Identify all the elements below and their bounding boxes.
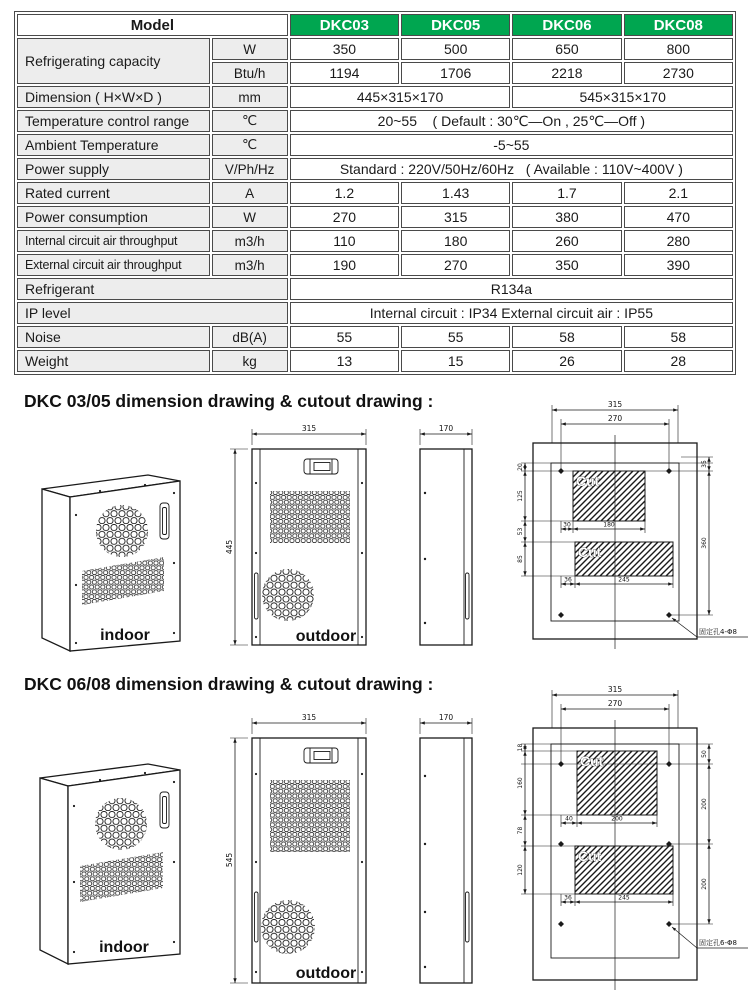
cell-value: 1706	[401, 62, 510, 84]
unit-w: W	[212, 206, 288, 228]
cell-value: 1.7	[512, 182, 621, 204]
front-view-drawing	[222, 712, 400, 994]
section-heading-dkc0305: DKC 03/05 dimension drawing & cutout drawing :	[24, 391, 434, 411]
cell-value: 1194	[290, 62, 399, 84]
table-row	[17, 158, 733, 180]
table-row	[17, 206, 733, 228]
outdoor-label: outdoor	[295, 628, 357, 645]
unit-dba: dB(A)	[212, 326, 288, 348]
cell-value: 800	[624, 38, 733, 60]
front-height-dim: 445	[225, 539, 234, 555]
cabinet-front	[252, 738, 366, 983]
row-label-internal-air-throughput: Internal circuit air throughput	[17, 230, 210, 252]
dimension-lines	[420, 713, 472, 734]
cutout-drawing	[505, 395, 750, 657]
row-label-rated-current: Rated current	[17, 182, 210, 204]
right-dim: 360	[701, 537, 708, 549]
table-header-row	[17, 14, 733, 36]
handle	[160, 792, 169, 828]
row-label-noise: Noise	[17, 326, 210, 348]
cut-offset-dim: 30	[563, 521, 571, 529]
cell-value: 350	[512, 254, 621, 276]
cell-value: Internal circuit : IP34 External circuit air : IP55	[290, 302, 733, 324]
cut-label: Cut	[576, 473, 600, 489]
right-dim: 50	[701, 750, 708, 758]
cell-value: 58	[624, 326, 733, 348]
cell-value: 2.1	[624, 182, 733, 204]
fan-vent	[96, 505, 148, 557]
row-label-refrigerating-capacity: Refrigerating capacity	[17, 38, 210, 84]
fan-vent	[95, 798, 147, 850]
cell-value: 260	[512, 230, 621, 252]
cell-value: 445×315×170	[290, 86, 511, 108]
unit-btuh: Btu/h	[212, 62, 288, 84]
unit-mm: mm	[212, 86, 288, 108]
row-label-power-supply: Power supply	[17, 158, 210, 180]
unit-celsius: ℃	[212, 134, 288, 156]
cell-value: R134a	[290, 278, 733, 300]
control-panel	[304, 748, 338, 763]
iso-view-drawing	[28, 742, 196, 970]
row-label-power-consumption: Power consumption	[17, 206, 210, 228]
table-row	[17, 302, 733, 324]
table-row	[17, 230, 733, 252]
table-row	[17, 134, 733, 156]
cut-label: Cut	[578, 848, 602, 864]
model-dkc06: DKC06	[512, 14, 621, 36]
fan-vent	[261, 900, 315, 954]
cell-value: 2218	[512, 62, 621, 84]
cut-width-dim: 245	[618, 576, 630, 584]
unit-vphhz: V/Ph/Hz	[212, 158, 288, 180]
unit-a: A	[212, 182, 288, 204]
model-header-cell: Model	[17, 14, 288, 36]
model-dkc05: DKC05	[401, 14, 510, 36]
unit-m3h: m3/h	[212, 254, 288, 276]
cell-value: 470	[624, 206, 733, 228]
cell-value: 380	[512, 206, 621, 228]
cut-width-dim: 200	[611, 815, 623, 823]
indoor-label: indoor	[99, 939, 149, 956]
cell-value: 280	[624, 230, 733, 252]
table-row	[17, 86, 733, 108]
cell-value: 1.2	[290, 182, 399, 204]
cut-label: Cut	[580, 753, 604, 769]
cut-width-dim: 180	[603, 521, 615, 529]
unit-w: W	[212, 38, 288, 60]
holes-note: 固定孔4-Φ8	[699, 628, 737, 636]
right-dim: 35	[701, 460, 708, 468]
left-dim: 160	[517, 777, 524, 789]
control-panel	[304, 459, 338, 474]
cell-value: 350	[290, 38, 399, 60]
outdoor-label: outdoor	[295, 965, 357, 982]
table-row	[17, 278, 733, 300]
table-row	[17, 350, 733, 372]
spec-table	[14, 11, 736, 375]
cell-value: 55	[290, 326, 399, 348]
left-dim: 120	[517, 864, 524, 876]
dimension-lines	[420, 424, 472, 445]
cut-label: Cut	[578, 544, 602, 560]
row-label-dimension: Dimension ( H×W×D )	[17, 86, 210, 108]
left-dim: 78	[517, 826, 524, 835]
row-label-refrigerant: Refrigerant	[17, 278, 288, 300]
cell-value: 270	[401, 254, 510, 276]
front-view-drawing	[222, 423, 400, 655]
table-row	[17, 38, 733, 60]
row-label-weight: Weight	[17, 350, 210, 372]
indoor-label: indoor	[100, 627, 150, 644]
cut-width-dim: 245	[618, 894, 630, 902]
cell-value: 1.43	[401, 182, 510, 204]
cell-value: 190	[290, 254, 399, 276]
row-label-ambient-temperature: Ambient Temperature	[17, 134, 210, 156]
cabinet-side	[420, 738, 472, 983]
fan-vent	[262, 569, 314, 621]
cell-value: 2730	[624, 62, 733, 84]
unit-celsius: ℃	[212, 110, 288, 132]
cut-offset-dim: 36	[564, 894, 572, 902]
unit-m3h: m3/h	[212, 230, 288, 252]
front-width-dim: 315	[301, 424, 317, 433]
row-label-temp-control-range: Temperature control range	[17, 110, 210, 132]
right-dim: 200	[701, 798, 708, 810]
table-row	[17, 110, 733, 132]
cell-value: 58	[512, 326, 621, 348]
row-label-ip-level: IP level	[17, 302, 288, 324]
table-row	[17, 326, 733, 348]
unit-kg: kg	[212, 350, 288, 372]
drawing-row-dkc0608	[0, 685, 750, 1001]
front-height-dim: 545	[225, 852, 234, 868]
cutout-hole-span-dim: 270	[607, 699, 623, 708]
table-row	[17, 182, 733, 204]
grille-vent	[270, 491, 350, 543]
cell-value: 315	[401, 206, 510, 228]
cell-value: 545×315×170	[512, 86, 733, 108]
left-dim: 18	[517, 743, 524, 752]
cell-value: 13	[290, 350, 399, 372]
holes-note: 固定孔6-Φ8	[699, 939, 737, 947]
cell-value: 28	[624, 350, 733, 372]
cell-value: 270	[290, 206, 399, 228]
iso-view-drawing	[30, 455, 195, 655]
cell-value: 20~55 ( Default : 30℃—On , 25℃—Off )	[290, 110, 733, 132]
left-dim: 53	[517, 527, 524, 536]
cell-value: 650	[512, 38, 621, 60]
cutout-hole-span-dim: 270	[607, 414, 623, 423]
side-view-drawing	[398, 423, 490, 655]
row-label-external-air-throughput: External circuit air throughput	[17, 254, 210, 276]
left-dim: 125	[517, 490, 524, 502]
cabinet-front	[252, 449, 366, 645]
model-dkc08: DKC08	[624, 14, 733, 36]
side-view-drawing	[398, 712, 490, 994]
grille-vent	[270, 780, 350, 852]
cell-value: 110	[290, 230, 399, 252]
cell-value: 55	[401, 326, 510, 348]
cabinet-side	[420, 449, 472, 645]
side-depth-dim: 170	[438, 424, 454, 433]
cell-value: 390	[624, 254, 733, 276]
cutout-drawing	[505, 680, 750, 998]
cut-offset-dim: 40	[565, 815, 573, 823]
left-dim: 85	[517, 555, 524, 563]
table-row	[17, 254, 733, 276]
cutout-overall-width-dim: 315	[607, 685, 623, 694]
cut-offset-dim: 36	[564, 576, 572, 584]
cell-value: -5~55	[290, 134, 733, 156]
side-depth-dim: 170	[438, 713, 454, 722]
cell-value: 180	[401, 230, 510, 252]
cutout-overall-width-dim: 315	[607, 400, 623, 409]
front-width-dim: 315	[301, 713, 317, 722]
model-dkc03: DKC03	[290, 14, 399, 36]
handle	[160, 503, 169, 539]
cell-value: 15	[401, 350, 510, 372]
cell-value: 26	[512, 350, 621, 372]
right-dim: 200	[701, 878, 708, 890]
left-dim: 20	[517, 463, 524, 471]
section-heading-dkc0608: DKC 06/08 dimension drawing & cutout drawing :	[24, 674, 434, 694]
cell-value: Standard : 220V/50Hz/60Hz ( Available : 110V~400V )	[290, 158, 733, 180]
cell-value: 500	[401, 38, 510, 60]
